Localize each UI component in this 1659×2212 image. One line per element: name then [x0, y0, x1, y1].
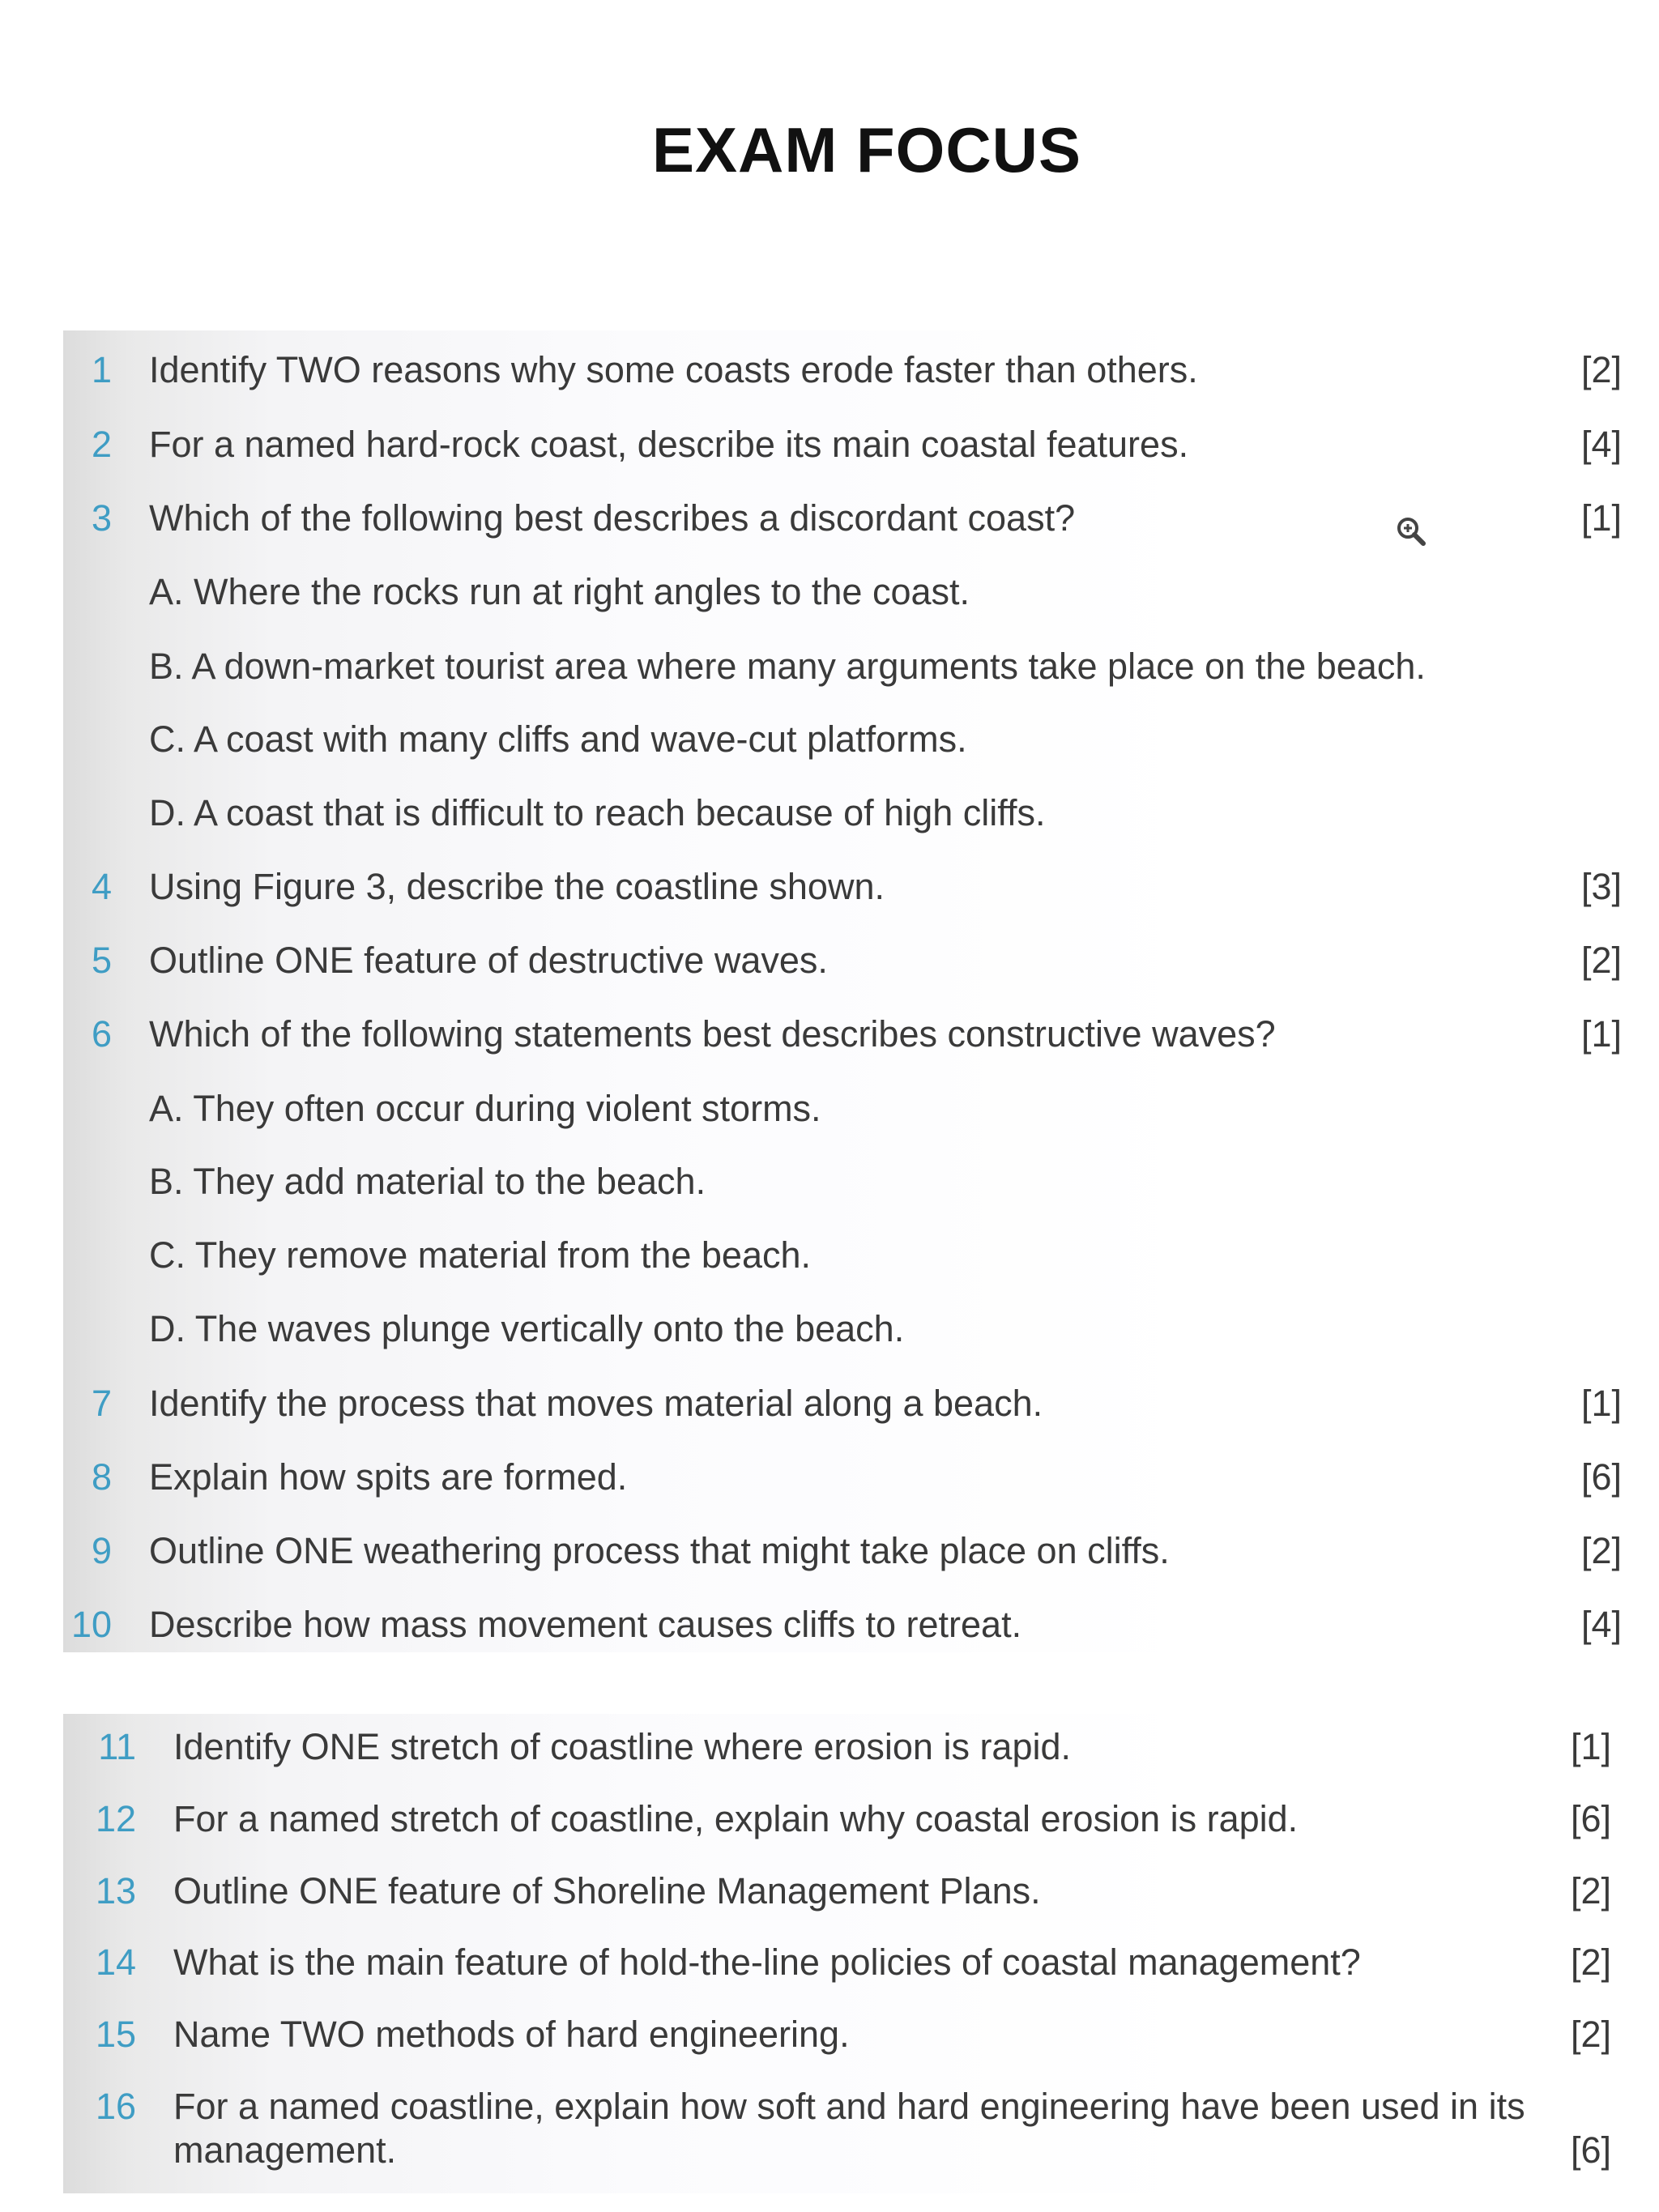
question-mark: [1]	[1580, 497, 1622, 539]
question-row	[63, 859, 1659, 915]
option-text: D. The waves plunge vertically onto the beach.	[149, 1308, 905, 1349]
option-text: D. A coast that is difficult to reach because of high cliffs.	[149, 792, 1046, 833]
question-mark: [4]	[1580, 1604, 1622, 1645]
question-text: management.	[173, 2129, 397, 2171]
question-row	[63, 2006, 1659, 2063]
question-number: 4	[91, 866, 112, 907]
option-text: B. They add material to the beach.	[149, 1161, 706, 1202]
question-number: 13	[95, 1870, 136, 1912]
question-mark: [6]	[1570, 2129, 1611, 2171]
question-text: Identify the process that moves material along a beach.	[149, 1383, 1043, 1424]
question-number: 8	[91, 1456, 112, 1498]
question-text: Describe how mass movement causes cliffs to retreat.	[149, 1604, 1022, 1645]
question-text: Outline ONE feature of destructive waves.	[149, 940, 828, 981]
question-text: For a named hard-rock coast, describe its main coastal features.	[149, 424, 1189, 465]
question-row	[63, 342, 1659, 399]
question-row	[63, 1791, 1659, 1848]
answer-option	[63, 1227, 1659, 1284]
question-mark: [1]	[1570, 1726, 1611, 1767]
answer-option	[63, 1301, 1659, 1357]
question-text: For a named coastline, explain how soft and hard engineering have been used in its	[173, 2086, 1525, 2127]
question-row	[63, 1719, 1659, 1775]
question-row	[63, 1934, 1659, 1991]
zoom-in-magnifier-icon	[1395, 515, 1427, 548]
question-mark: [2]	[1570, 1941, 1611, 1983]
question-text: Explain how spits are formed.	[149, 1456, 628, 1498]
question-mark: [1]	[1580, 1383, 1622, 1424]
answer-option	[63, 711, 1659, 768]
question-text: For a named stretch of coastline, explain why coastal erosion is rapid.	[173, 1798, 1299, 1839]
question-row-continuation	[63, 2122, 1659, 2179]
question-number: 1	[91, 349, 112, 390]
question-text: Which of the following statements best describes constructive waves?	[149, 1013, 1276, 1055]
question-number: 16	[95, 2086, 136, 2127]
question-mark: [4]	[1580, 424, 1622, 465]
question-row	[63, 932, 1659, 989]
question-mark: [1]	[1580, 1013, 1622, 1055]
question-text: Name TWO methods of hard engineering.	[173, 2014, 850, 2055]
question-row	[63, 1523, 1659, 1579]
question-text: What is the main feature of hold-the-line policies of coastal management?	[173, 1941, 1361, 1983]
option-text: C. A coast with many cliffs and wave-cut platforms.	[149, 718, 967, 760]
question-row	[63, 1375, 1659, 1432]
option-text: B. A down-market tourist area where many arguments take place on the beach.	[149, 646, 1426, 687]
question-mark: [3]	[1580, 866, 1622, 907]
question-number: 3	[91, 497, 112, 539]
question-number: 14	[95, 1941, 136, 1983]
question-text: Identify ONE stretch of coastline where erosion is rapid.	[173, 1726, 1072, 1767]
question-text: Which of the following best describes a discordant coast?	[149, 497, 1076, 539]
question-number: 9	[91, 1530, 112, 1571]
question-number: 7	[91, 1383, 112, 1424]
question-number: 2	[91, 424, 112, 465]
question-number: 12	[95, 1798, 136, 1839]
answer-option	[63, 564, 1659, 620]
question-mark: [2]	[1570, 2014, 1611, 2055]
question-row	[63, 416, 1659, 473]
question-number: 10	[70, 1604, 112, 1645]
question-mark: [2]	[1580, 1530, 1622, 1571]
option-text: A. Where the rocks run at right angles to the coast.	[149, 571, 970, 612]
answer-option	[63, 638, 1659, 695]
question-panel-2	[63, 1714, 1659, 2193]
question-text: Outline ONE weathering process that might take place on cliffs.	[149, 1530, 1170, 1571]
question-number: 6	[91, 1013, 112, 1055]
question-text: Using Figure 3, describe the coastline shown.	[149, 866, 885, 907]
question-number: 11	[98, 1726, 136, 1767]
question-number: 5	[91, 940, 112, 981]
option-text: A. They often occur during violent storms.	[149, 1088, 821, 1129]
page-title: EXAM FOCUS	[651, 114, 1082, 185]
question-row	[63, 1449, 1659, 1506]
answer-option	[63, 785, 1659, 842]
question-row	[63, 1596, 1659, 1653]
question-mark: [6]	[1570, 1798, 1611, 1839]
question-mark: [2]	[1570, 1870, 1611, 1912]
question-mark: [2]	[1580, 349, 1622, 390]
question-row	[63, 1006, 1659, 1063]
answer-option	[63, 1153, 1659, 1210]
question-number: 15	[95, 2014, 136, 2055]
question-row	[63, 1863, 1659, 1920]
question-text: Outline ONE feature of Shoreline Management Plans.	[173, 1870, 1041, 1912]
answer-option	[63, 1080, 1659, 1137]
question-mark: [2]	[1580, 940, 1622, 981]
question-mark: [6]	[1580, 1456, 1622, 1498]
option-text: C. They remove material from the beach.	[149, 1234, 812, 1276]
question-text: Identify TWO reasons why some coasts erode faster than others.	[149, 349, 1198, 390]
